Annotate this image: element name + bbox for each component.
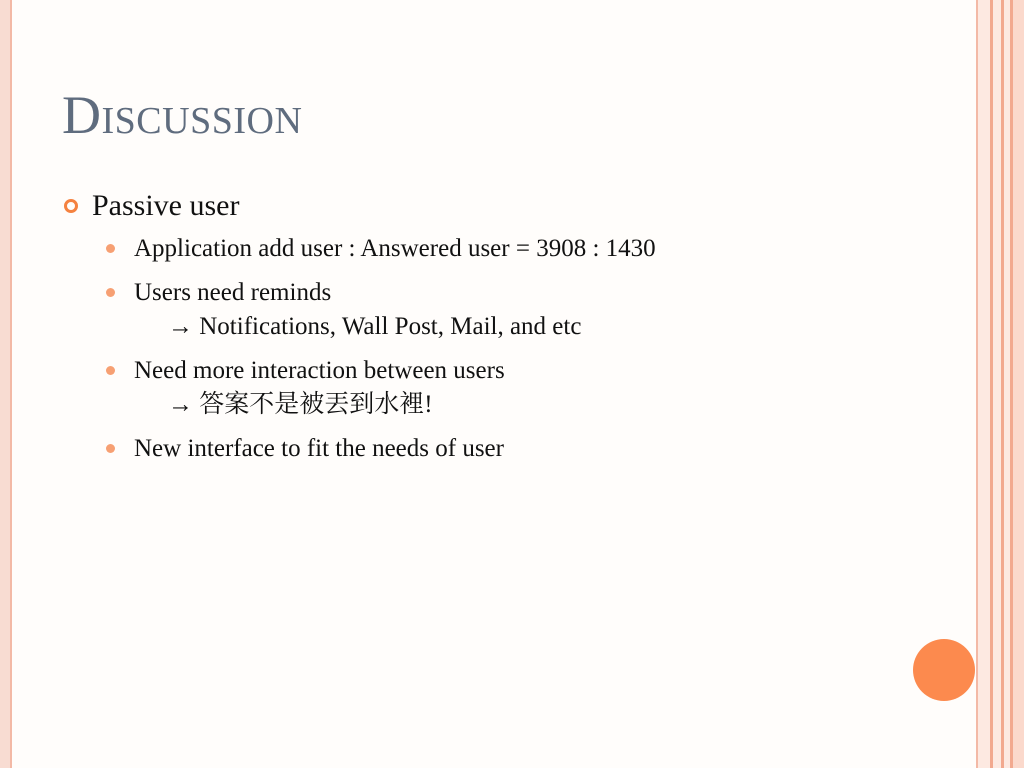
bullet-item-text: Need more interaction between users [134,357,505,384]
bullet-item-continuation: → Notifications, Wall Post, Mail, and etc [168,313,582,340]
slide-title: Discussion [62,85,303,145]
dot-bullet-icon [106,444,115,453]
bullet-item-text: New interface to fit the needs of user [134,435,504,462]
bullet-item [62,432,922,466]
dot-bullet-icon [106,244,115,253]
bullet-item [62,232,922,266]
bullet-item [62,354,922,422]
bullet-item-text: Users need reminds [134,279,332,306]
bullet-level1-text: Passive user [92,189,240,222]
right-stripes-decoration [976,0,1024,768]
orange-circle-decoration [913,639,975,701]
dot-bullet-icon [106,366,115,375]
left-border-decoration [0,0,12,768]
bullet-item [62,276,922,344]
ring-bullet-icon [64,199,78,213]
dot-bullet-icon [106,288,115,297]
bullet-item-continuation: → 答案不是被丟到水裡! [168,391,433,418]
slide-content [62,186,922,476]
bullet-item-text: Application add user : Answered user = 3908 : 1430 [134,235,656,262]
bullet-level1 [62,186,922,226]
